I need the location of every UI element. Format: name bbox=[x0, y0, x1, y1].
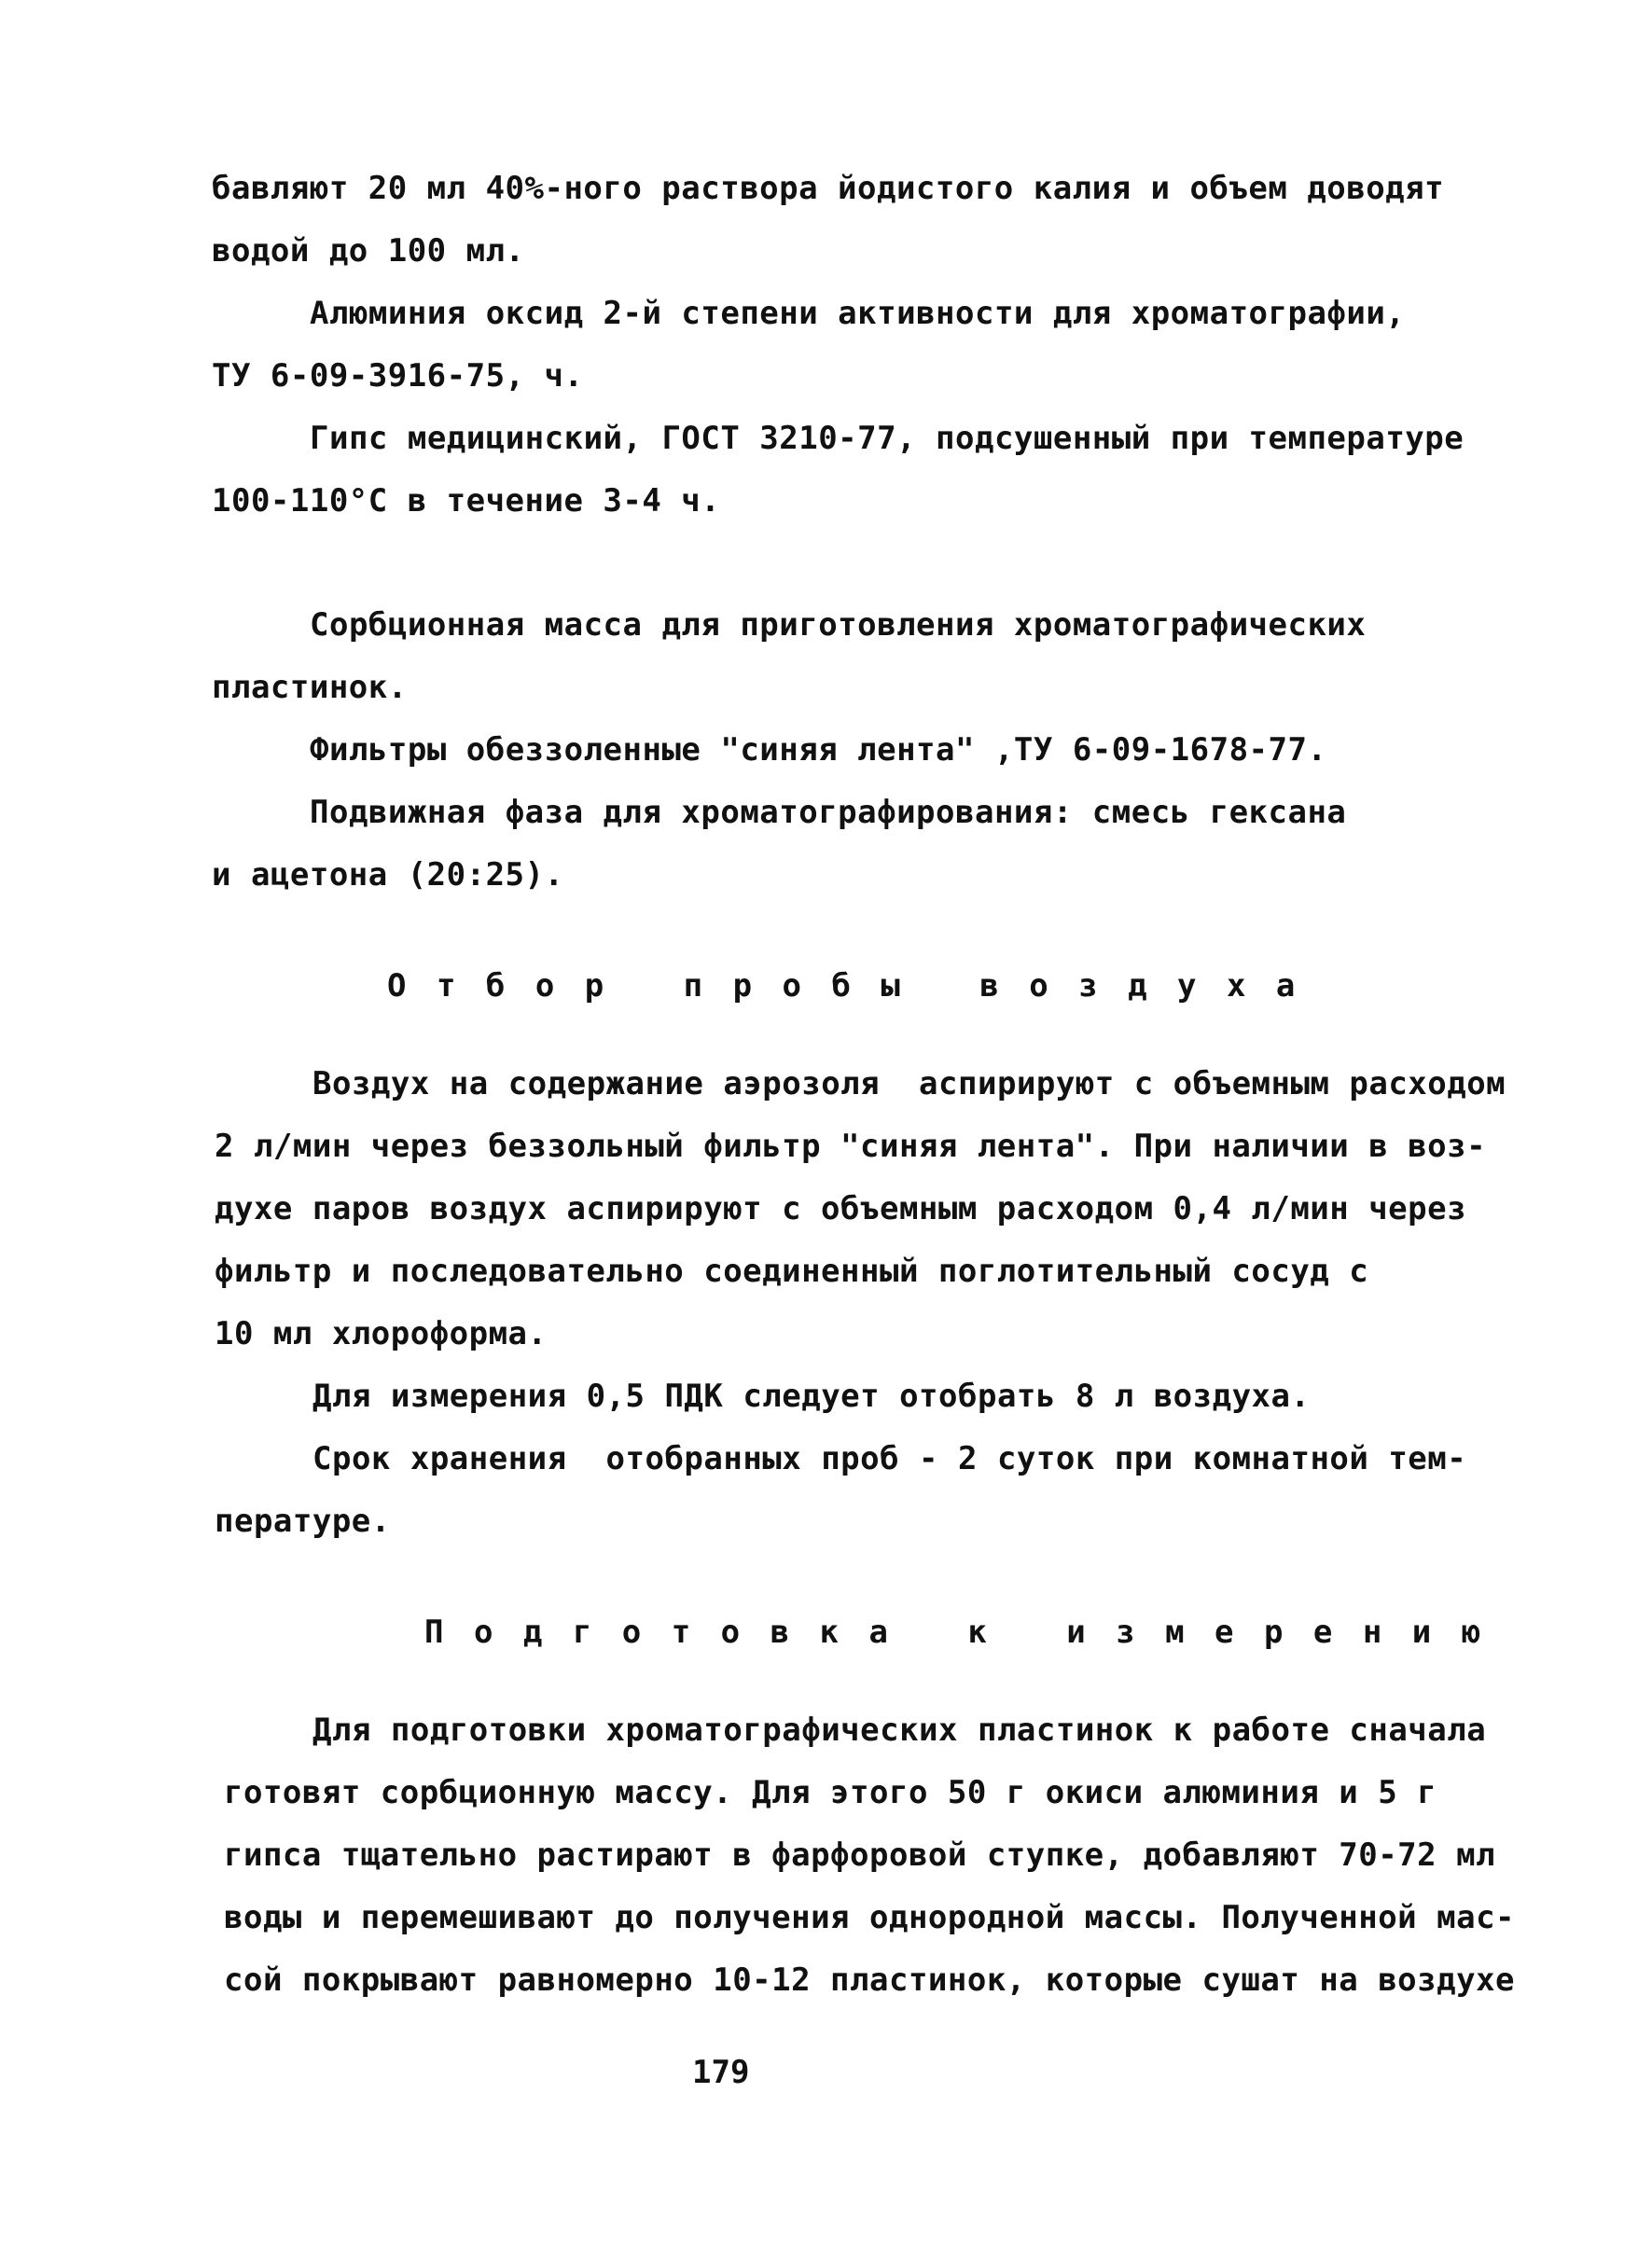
text-line: 2 л/мин через беззольный фильтр "синяя лента". При наличии в воз- bbox=[215, 1128, 1487, 1165]
text-line: Фильтры обеззоленные "синяя лента" ,ТУ 6-09-1678-77. bbox=[310, 731, 1327, 769]
text-line: Срок хранения отобранных проб - 2 суток при комнатной тем- bbox=[312, 1440, 1467, 1477]
text-line: пластинок. bbox=[212, 669, 408, 706]
text-line: Воздух на содержание аэрозоля аспирируют с объемным расходом bbox=[312, 1065, 1506, 1102]
text-line: готовят сорбционную массу. Для этого 50 г окиси алюминия и 5 г bbox=[224, 1774, 1437, 1811]
text-line: духе паров воздух аспирируют с объемным расходом 0,4 л/мин через bbox=[215, 1190, 1467, 1227]
text-line: Сорбционная масса для приготовления хроматографических bbox=[310, 606, 1367, 644]
text-line: сой покрывают равномерно 10-12 пластинок, которые сушат на воздухе bbox=[224, 1961, 1516, 1999]
text-line: воды и перемешивают до получения однородной массы. Полученной мас- bbox=[224, 1899, 1516, 1936]
text-line: Гипс медицинский, ГОСТ 3210-77, подсушенный при температуре bbox=[310, 420, 1465, 457]
text-line: 10 мл хлороформа. bbox=[215, 1315, 548, 1352]
text-line: Для измерения 0,5 ПДК следует отобрать 8 л воздуха. bbox=[312, 1378, 1311, 1415]
text-line: бавляют 20 мл 40%-ного раствора йодистого калия и объем доводят bbox=[212, 170, 1445, 207]
text-line: ТУ 6-09-3916-75, ч. bbox=[212, 357, 584, 395]
text-line: водой до 100 мл. bbox=[212, 232, 525, 270]
text-line: и ацетона (20:25). bbox=[212, 856, 564, 894]
section-heading-sampling: О т б о р п р о б ы в о з д у х а bbox=[387, 967, 1301, 1005]
text-line: пературе. bbox=[215, 1503, 391, 1540]
text-line: фильтр и последовательно соединенный поглотительный сосуд с bbox=[215, 1253, 1369, 1290]
text-line: Для подготовки хроматографических пластинок к работе сначала bbox=[312, 1712, 1487, 1749]
text-line: Алюминия оксид 2-й степени активности для хроматографии, bbox=[310, 295, 1406, 332]
section-heading-preparation: П о д г о т о в к а к и з м е р е н и ю bbox=[424, 1614, 1487, 1651]
text-line: гипса тщательно растирают в фарфоровой ступке, добавляют 70-72 мл bbox=[224, 1836, 1496, 1874]
text-line: Подвижная фаза для хроматографирования: смесь гексана bbox=[310, 794, 1347, 831]
text-line: 100-110°С в течение 3-4 ч. bbox=[212, 482, 721, 520]
page-number: 179 bbox=[692, 2054, 750, 2091]
